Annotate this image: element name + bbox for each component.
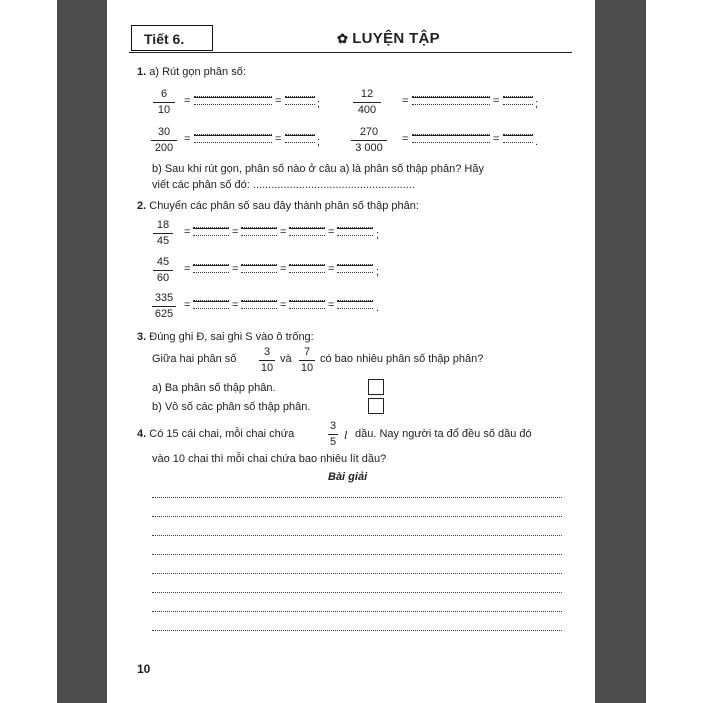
exercise2-number: 2.: [137, 200, 147, 212]
answer-fraction-blank[interactable]: [241, 294, 277, 309]
fraction-3-10: [259, 346, 275, 375]
exercise1-part-b-line1: b) Sau khi rút gọn, phân số nào ở câu a) là phân số thập phân? Hãy: [152, 163, 484, 175]
answer-fraction-blank[interactable]: [193, 258, 229, 273]
fraction-numerator: 335: [154, 292, 174, 304]
fraction-335-625: [152, 292, 176, 321]
fraction-numerator: 7: [303, 346, 311, 358]
answer-line[interactable]: [152, 630, 562, 631]
fraction-denominator: 200: [154, 142, 174, 154]
fraction-denominator: 400: [357, 104, 377, 116]
page-number: 10: [137, 662, 151, 676]
exercise3-and: và: [280, 353, 292, 365]
exercise3-prompt: Đúng ghi Đ, sai ghi S vào ô trống:: [149, 331, 314, 343]
answer-fraction-blank[interactable]: [241, 258, 277, 273]
answer-fraction-blank[interactable]: [289, 221, 325, 236]
fraction-numerator: 45: [156, 256, 170, 268]
fraction-denominator: 3 000: [355, 142, 383, 154]
fraction-numerator: 6: [160, 88, 168, 100]
answer-line[interactable]: [152, 516, 562, 517]
answer-fraction-blank[interactable]: [193, 294, 229, 309]
exercise4-line1-pre: [137, 428, 294, 440]
exercise3-option-b: b) Vô số các phân số thập phân.: [152, 401, 311, 413]
fraction-numerator: 3: [263, 346, 271, 358]
exercise3-option-a: a) Ba phân số thập phân.: [152, 382, 276, 394]
answer-fraction-blank[interactable]: [194, 90, 272, 105]
fraction-18-45: [153, 219, 173, 248]
fraction-270-3000: [351, 126, 387, 155]
answer-fraction-blank[interactable]: [285, 90, 315, 105]
lesson-title: [337, 30, 440, 47]
fraction-numerator: 18: [156, 219, 170, 231]
exercise1-header: [137, 66, 246, 78]
answer-fraction-blank[interactable]: [503, 128, 533, 143]
solution-heading: Bài giải: [328, 471, 368, 483]
exercise4-text: Có 15 cái chai, mỗi chai chứa: [149, 428, 295, 440]
exercise1-part-b-line2: viết các phân số đó: .....................................................: [152, 179, 415, 191]
fraction-denominator: 10: [157, 104, 171, 116]
exercise3-question-post: có bao nhiêu phân số thập phân?: [320, 353, 484, 365]
answer-fraction-blank[interactable]: [194, 128, 272, 143]
exercise4-line1-post: dầu. Nay người ta đổ đều số dầu đó: [355, 428, 532, 440]
fraction-30-200: [151, 126, 177, 155]
answer-fraction-blank[interactable]: [503, 90, 533, 105]
fraction-denominator: 10: [300, 362, 314, 374]
right-margin-bar: [595, 0, 646, 703]
unit-liter: l: [344, 428, 348, 442]
answer-fraction-blank[interactable]: [241, 221, 277, 236]
answer-fraction-blank[interactable]: [337, 258, 373, 273]
answer-fraction-blank[interactable]: [337, 294, 373, 309]
answer-fraction-blank[interactable]: [289, 258, 325, 273]
answer-line[interactable]: [152, 592, 562, 593]
exercise3-number: 3.: [137, 331, 147, 343]
answer-line[interactable]: [152, 497, 562, 498]
flower-icon: ✿: [337, 31, 349, 46]
fraction-12-400: [353, 88, 381, 117]
lesson-title-text: LUYỆN TẬP: [352, 30, 440, 47]
answer-fraction-blank[interactable]: [412, 90, 490, 105]
exercise3-header: [137, 331, 314, 343]
answer-fraction-blank[interactable]: [193, 221, 229, 236]
answer-fraction-blank[interactable]: [412, 128, 490, 143]
exercise1-number: 1.: [137, 66, 147, 78]
fraction-denominator: 625: [154, 308, 174, 320]
exercise4-line2: vào 10 chai thì mỗi chai chứa bao nhiêu lít dầu?: [152, 453, 387, 465]
lesson-label: Tiết 6.: [131, 25, 213, 51]
answer-fraction-blank[interactable]: [337, 221, 373, 236]
exercise3-question-pre: Giữa hai phân số: [152, 353, 237, 365]
exercise4-number: 4.: [137, 428, 147, 440]
answer-fraction-blank[interactable]: [289, 294, 325, 309]
answer-line[interactable]: [152, 554, 562, 555]
fraction-numerator: 30: [157, 126, 171, 138]
fraction-numerator: 12: [360, 88, 374, 100]
exercise2-prompt: Chuyển các phân số sau đây thành phân số thập phân:: [149, 200, 419, 212]
title-rule: [129, 52, 572, 53]
answer-line[interactable]: [152, 535, 562, 536]
fraction-numerator: 3: [329, 420, 337, 432]
fraction-45-60: [153, 256, 173, 285]
answer-box-a[interactable]: [368, 379, 384, 395]
fraction-denominator: 5: [329, 436, 337, 448]
answer-line[interactable]: [152, 611, 562, 612]
answer-line[interactable]: [152, 573, 562, 574]
answer-box-b[interactable]: [368, 398, 384, 414]
worksheet-page: Tiết 6. ✿ LUYỆN TẬP 1. a) Rút gọn phân số: 6 10 = = ; 12 400 = = ; 30 200 = = ; 270 3 000 = = . b) Sau khi rút gọn, phân số nào ở câu a) là phân số thập phân? Hãy viết các phân số đó: ..................................................... 2. Chuyển các phân số sau đây thành phân số thập phân: 18 45 = = = = ; 45 60 = = = = ; 335 625 = = = = . 3. Đúng ghi Đ, sai ghi S vào ô trống: Giữa hai phân số 3 10 và 7 10 có bao nhiêu phân số thập phân? a) Ba phân số thập phân. b) Vô số các phân số thập phân. 4. Có 15 cái chai, mỗi chai chứa 3 5 l dầu. Nay người ta đổ đều số dầu đó vào 10 chai thì mỗi chai chứa bao nhiêu lít dầu? Bài giải 10: [107, 0, 595, 703]
fraction-6-10: [153, 88, 175, 117]
left-margin-bar: [57, 0, 107, 703]
answer-fraction-blank[interactable]: [285, 128, 315, 143]
exercise1-part-a: a) Rút gọn phân số:: [149, 66, 246, 78]
fraction-denominator: 45: [156, 235, 170, 247]
fraction-denominator: 60: [156, 272, 170, 284]
fraction-numerator: 270: [359, 126, 379, 138]
exercise2-header: [137, 200, 419, 212]
fraction-3-5: [328, 420, 338, 449]
fraction-denominator: 10: [260, 362, 274, 374]
fraction-7-10: [299, 346, 315, 375]
